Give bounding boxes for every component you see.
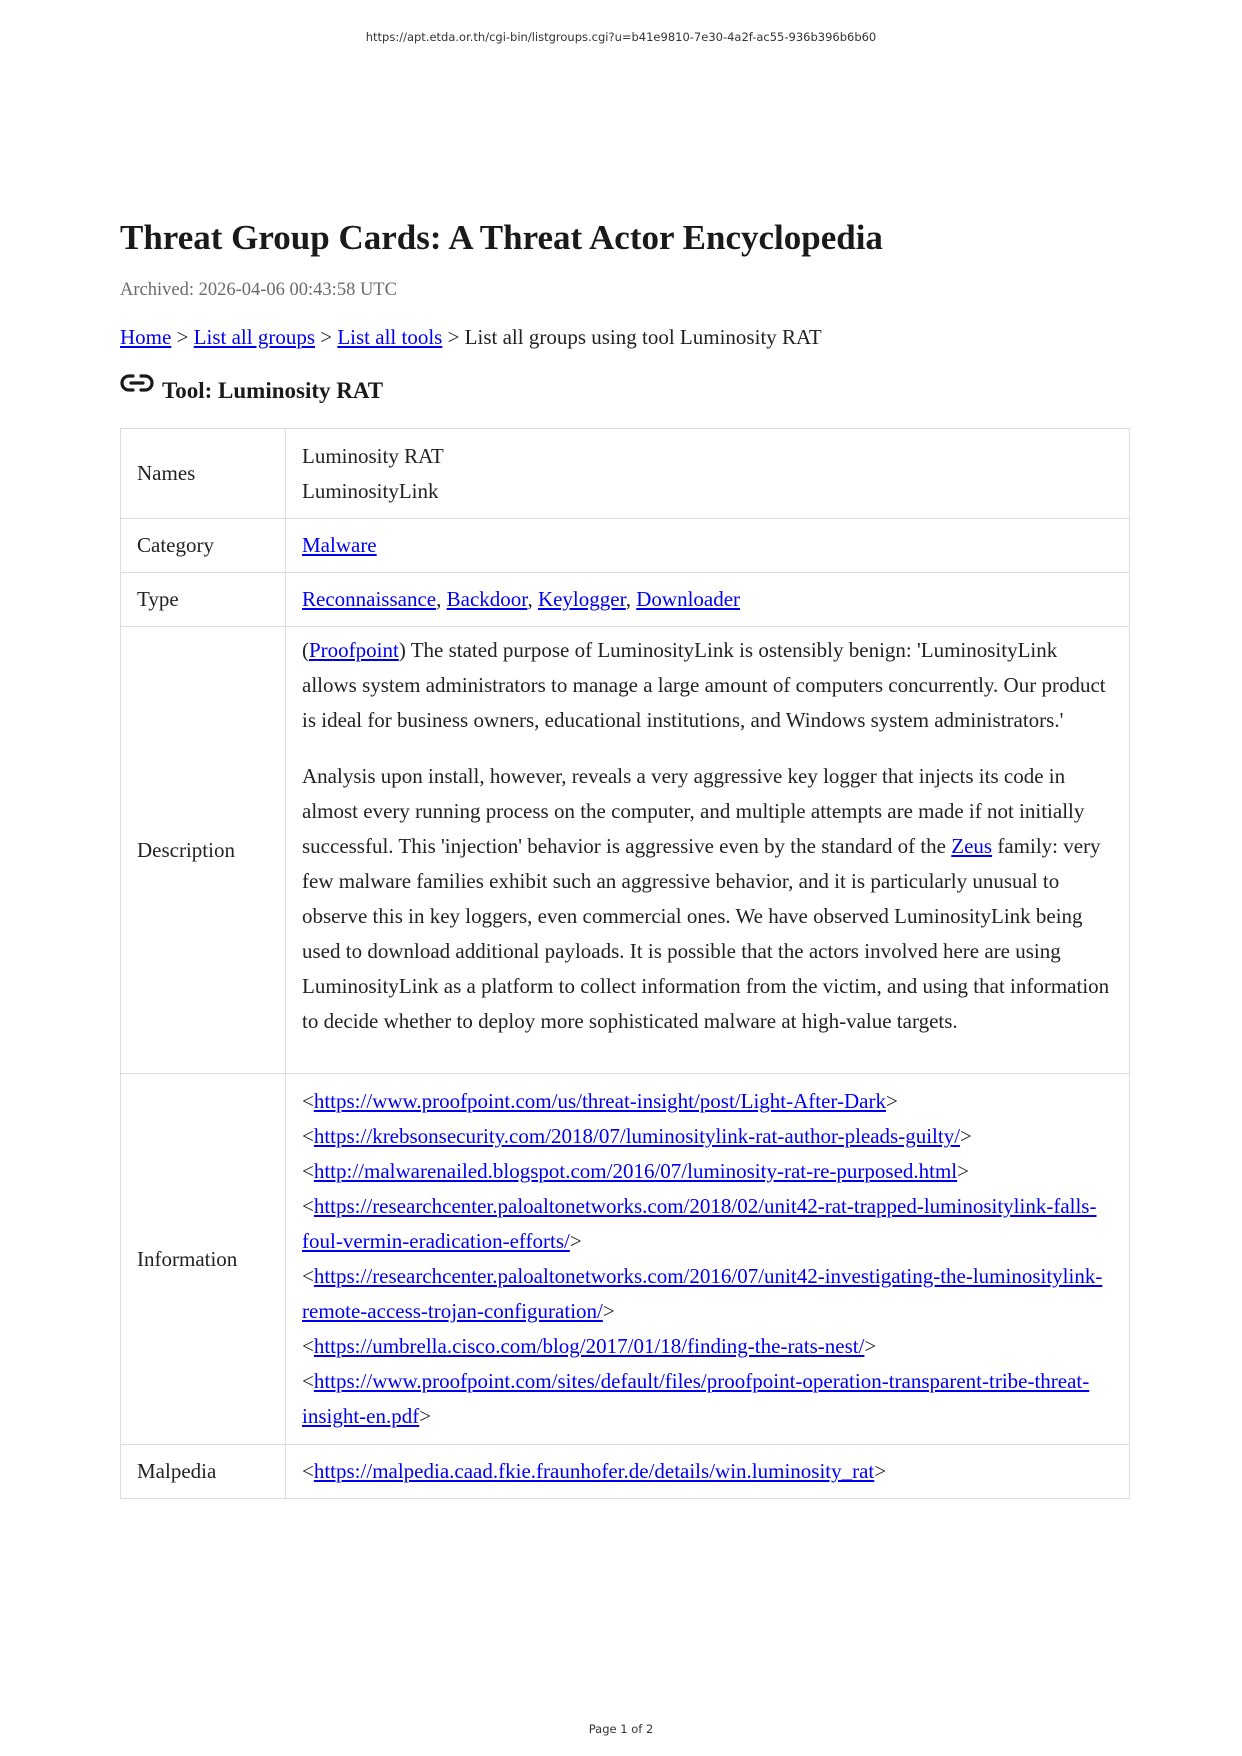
bracket: < — [302, 1194, 314, 1218]
names-label: Names — [121, 429, 286, 519]
description-text: Analysis upon install, however, reveals a very aggressive key logger that injects its code in almost every running process on the computer, and multiple attempts are made if not initially successful. This 'injection' behavior is aggressive even by the standard of the — [302, 764, 1085, 858]
name-item: Luminosity RAT — [302, 443, 444, 468]
bracket: > — [874, 1459, 887, 1483]
proofpoint-source-link[interactable]: Proofpoint — [309, 638, 399, 662]
bracket: > — [569, 1229, 582, 1253]
description-value — [286, 627, 1130, 1074]
page-url-header: https://apt.etda.or.th/cgi-bin/listgroups.cgi?u=b41e9810-7e30-4a2f-ac55-936b396b6b60 — [365, 30, 877, 44]
breadcrumb-separator: > — [171, 325, 194, 349]
information-label: Information — [121, 1074, 286, 1445]
information-link-item — [302, 1084, 1113, 1119]
description-paragraph — [302, 633, 1113, 738]
information-link[interactable]: https://researchcenter.paloaltonetworks.com/2016/07/unit42-investigating-the-luminositylink-remote-access-trojan-configuration/ — [302, 1264, 1103, 1323]
table-row-category — [121, 519, 1130, 573]
table-row-description — [121, 627, 1130, 1074]
description-label: Description — [121, 627, 286, 1074]
tool-details-table — [120, 428, 1130, 1499]
information-link[interactable]: https://www.proofpoint.com/sites/default/files/proofpoint-operation-transparent-tribe-threat-insight-en.pdf — [302, 1369, 1090, 1428]
information-link-item — [302, 1119, 1113, 1154]
bracket: > — [602, 1299, 615, 1323]
description-paragraph — [302, 759, 1113, 1039]
category-label: Category — [121, 519, 286, 573]
information-value — [286, 1074, 1130, 1445]
paren-open: ( — [302, 638, 309, 662]
bracket: < — [302, 1334, 314, 1358]
type-separator: , — [436, 587, 447, 611]
information-link-item — [302, 1364, 1113, 1434]
malpedia-label: Malpedia — [121, 1445, 286, 1499]
type-label: Type — [121, 573, 286, 627]
bracket: > — [885, 1089, 898, 1113]
category-value — [286, 519, 1130, 573]
bracket: < — [302, 1124, 314, 1148]
link-icon — [120, 373, 154, 393]
type-keylogger-link[interactable]: Keylogger — [537, 587, 626, 611]
information-link-item — [302, 1259, 1113, 1329]
bracket: < — [302, 1264, 314, 1288]
main-content — [120, 210, 1130, 1499]
table-row-names — [121, 429, 1130, 519]
name-item: LuminosityLink — [302, 478, 439, 503]
bracket: > — [960, 1124, 972, 1148]
type-reconnaissance-link[interactable]: Reconnaissance — [302, 587, 437, 611]
malpedia-link[interactable]: https://malpedia.caad.fkie.fraunhofer.de/details/win.luminosity_rat — [313, 1459, 875, 1483]
bracket: < — [302, 1369, 314, 1393]
description-text: family: very few malware families exhibit such an aggressive behavior, and it is particularly unusual to observe this in key loggers, even commercial ones. We have observed LuminosityLink being used to download additional payloads. It is possible that the actors involved here are using LuminosityLink as a platform to collect information from the victim, and using that information to decide whether to deploy more sophisticated malware at high-value targets. — [302, 834, 1110, 1033]
page-number-footer: Page 1 of 2 — [588, 1722, 654, 1736]
breadcrumb-separator: > — [315, 325, 338, 349]
table-row-malpedia — [121, 1445, 1130, 1499]
information-link[interactable]: https://krebsonsecurity.com/2018/07/luminositylink-rat-author-pleads-guilty/ — [313, 1124, 961, 1148]
description-text: ) The stated purpose of LuminosityLink is ostensibly benign: 'LuminosityLink allows system administrators to manage a large amount of computers concurrently. Our product is ideal for business owners, educational institutions, and Windows system administrators.' — [302, 638, 1106, 732]
type-separator: , — [527, 587, 538, 611]
type-separator: , — [625, 587, 637, 611]
breadcrumb-current: > List all groups using tool Luminosity RAT — [442, 325, 822, 349]
information-link[interactable]: http://malwarenailed.blogspot.com/2016/07/luminosity-rat-re-purposed.html — [313, 1159, 958, 1183]
zeus-link[interactable]: Zeus — [951, 834, 993, 858]
page-title: Threat Group Cards: A Threat Actor Encyclopedia — [120, 218, 883, 257]
information-link-item — [302, 1154, 1113, 1189]
archived-timestamp: Archived: 2026-04-06 00:43:58 UTC — [120, 280, 397, 300]
bracket: < — [302, 1089, 314, 1113]
malpedia-value — [286, 1445, 1130, 1499]
tool-heading-text: Tool: Luminosity RAT — [162, 378, 384, 403]
breadcrumb-home-link[interactable]: Home — [120, 325, 172, 349]
category-malware-link[interactable]: Malware — [302, 533, 377, 557]
type-value — [286, 573, 1130, 627]
table-row-type — [121, 573, 1130, 627]
bracket: > — [419, 1404, 432, 1428]
names-value — [286, 429, 1130, 519]
breadcrumb-tools-link[interactable]: List all tools — [337, 325, 443, 349]
bracket: > — [957, 1159, 969, 1183]
information-link-item — [302, 1189, 1113, 1259]
bracket: < — [302, 1159, 314, 1183]
type-downloader-link[interactable]: Downloader — [636, 587, 741, 611]
information-link[interactable]: https://www.proofpoint.com/us/threat-insight/post/Light-After-Dark — [313, 1089, 886, 1113]
breadcrumb-groups-link[interactable]: List all groups — [193, 325, 315, 349]
breadcrumb — [120, 325, 1130, 350]
information-link-item — [302, 1329, 1113, 1364]
bracket: < — [302, 1459, 314, 1483]
tool-heading — [120, 378, 1130, 404]
type-backdoor-link[interactable]: Backdoor — [446, 587, 528, 611]
bracket: > — [864, 1334, 877, 1358]
information-link[interactable]: https://umbrella.cisco.com/blog/2017/01/18/finding-the-rats-nest/ — [313, 1334, 865, 1358]
table-row-information — [121, 1074, 1130, 1445]
information-link[interactable]: https://researchcenter.paloaltonetworks.com/2018/02/unit42-rat-trapped-luminositylink-falls-foul-vermin-eradication-efforts/ — [302, 1194, 1097, 1253]
